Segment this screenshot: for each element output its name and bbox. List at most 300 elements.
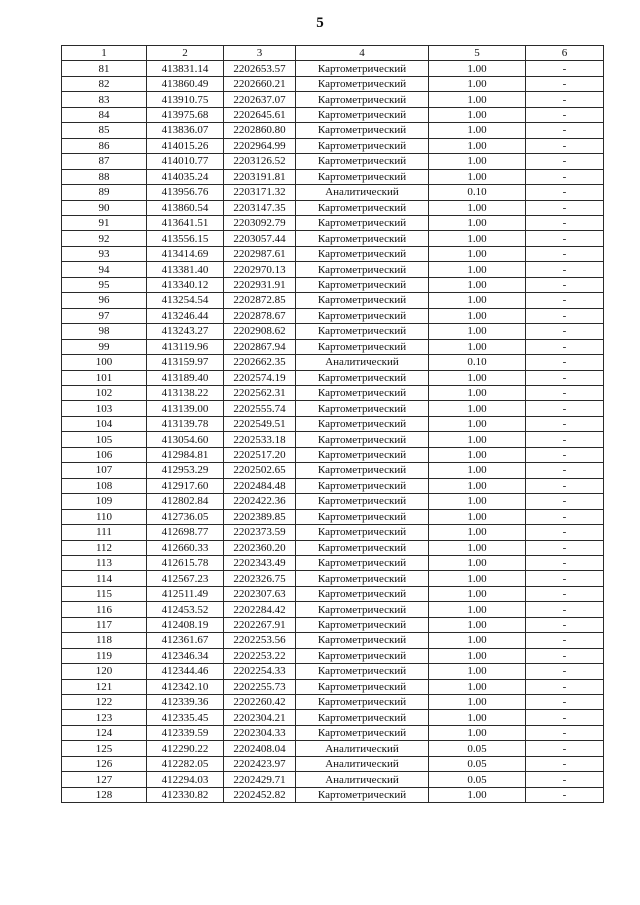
table-row (62, 787, 604, 802)
method-cell: Картометрический (296, 416, 429, 431)
x-coordinate-cell: 412282.05 (147, 756, 224, 771)
point-number-cell: 107 (62, 463, 147, 478)
table-row (62, 355, 604, 370)
x-coordinate-cell: 413340.12 (147, 277, 224, 292)
table-row (62, 741, 604, 756)
point-number-cell: 115 (62, 586, 147, 601)
y-coordinate-cell: 2202260.42 (224, 695, 296, 710)
table-row (62, 246, 604, 261)
y-coordinate-cell: 2202304.21 (224, 710, 296, 725)
accuracy-cell: 0.10 (429, 185, 526, 200)
table-row (62, 324, 604, 339)
point-number-cell: 126 (62, 756, 147, 771)
y-coordinate-cell: 2202970.13 (224, 262, 296, 277)
accuracy-cell: 1.00 (429, 478, 526, 493)
method-cell: Картометрический (296, 92, 429, 107)
note-cell: - (526, 478, 604, 493)
method-cell: Картометрический (296, 463, 429, 478)
x-coordinate-cell: 413246.44 (147, 308, 224, 323)
accuracy-cell: 1.00 (429, 215, 526, 230)
method-cell: Картометрический (296, 169, 429, 184)
point-number-cell: 85 (62, 123, 147, 138)
method-cell: Картометрический (296, 138, 429, 153)
point-number-cell: 91 (62, 215, 147, 230)
y-coordinate-cell: 2203057.44 (224, 231, 296, 246)
point-number-cell: 101 (62, 370, 147, 385)
y-coordinate-cell: 2202484.48 (224, 478, 296, 493)
y-coordinate-cell: 2202517.20 (224, 447, 296, 462)
page-number: 5 (316, 15, 324, 31)
y-coordinate-cell: 2203092.79 (224, 215, 296, 230)
x-coordinate-cell: 412346.34 (147, 648, 224, 663)
y-coordinate-cell: 2202637.07 (224, 92, 296, 107)
note-cell: - (526, 648, 604, 663)
note-cell: - (526, 277, 604, 292)
x-coordinate-cell: 412361.67 (147, 633, 224, 648)
note-cell: - (526, 602, 604, 617)
y-coordinate-cell: 2202423.97 (224, 756, 296, 771)
note-cell: - (526, 401, 604, 416)
method-cell: Картометрический (296, 525, 429, 540)
y-coordinate-cell: 2202254.33 (224, 664, 296, 679)
point-number-cell: 127 (62, 772, 147, 787)
point-number-cell: 121 (62, 679, 147, 694)
note-cell: - (526, 494, 604, 509)
accuracy-cell: 1.00 (429, 123, 526, 138)
table-row (62, 478, 604, 493)
accuracy-cell: 1.00 (429, 509, 526, 524)
method-cell: Картометрический (296, 215, 429, 230)
point-number-cell: 128 (62, 787, 147, 802)
note-cell: - (526, 200, 604, 215)
y-coordinate-cell: 2202867.94 (224, 339, 296, 354)
column-header-3: 3 (224, 46, 296, 61)
note-cell: - (526, 463, 604, 478)
accuracy-cell: 1.00 (429, 262, 526, 277)
column-header-1: 1 (62, 46, 147, 61)
y-coordinate-cell: 2202307.63 (224, 586, 296, 601)
note-cell: - (526, 416, 604, 431)
point-number-cell: 95 (62, 277, 147, 292)
method-cell: Аналитический (296, 772, 429, 787)
method-cell: Картометрический (296, 107, 429, 122)
table-row (62, 385, 604, 400)
x-coordinate-cell: 414010.77 (147, 154, 224, 169)
method-cell: Аналитический (296, 185, 429, 200)
method-cell: Картометрический (296, 787, 429, 802)
table-row (62, 262, 604, 277)
x-coordinate-cell: 412615.78 (147, 555, 224, 570)
method-cell: Картометрический (296, 494, 429, 509)
y-coordinate-cell: 2202253.56 (224, 633, 296, 648)
note-cell: - (526, 679, 604, 694)
point-number-cell: 125 (62, 741, 147, 756)
note-cell: - (526, 787, 604, 802)
note-cell: - (526, 154, 604, 169)
y-coordinate-cell: 2202389.85 (224, 509, 296, 524)
accuracy-cell: 1.00 (429, 633, 526, 648)
accuracy-cell: 1.00 (429, 679, 526, 694)
column-header-4: 4 (296, 46, 429, 61)
x-coordinate-cell: 413054.60 (147, 432, 224, 447)
accuracy-cell: 1.00 (429, 710, 526, 725)
accuracy-cell: 0.10 (429, 355, 526, 370)
note-cell: - (526, 370, 604, 385)
x-coordinate-cell: 412984.81 (147, 447, 224, 462)
note-cell: - (526, 262, 604, 277)
point-number-cell: 111 (62, 525, 147, 540)
accuracy-cell: 1.00 (429, 370, 526, 385)
table-row (62, 494, 604, 509)
table-row (62, 215, 604, 230)
note-cell: - (526, 107, 604, 122)
y-coordinate-cell: 2202343.49 (224, 555, 296, 570)
note-cell: - (526, 246, 604, 261)
x-coordinate-cell: 412330.82 (147, 787, 224, 802)
x-coordinate-cell: 413189.40 (147, 370, 224, 385)
x-coordinate-cell: 413138.22 (147, 385, 224, 400)
point-number-cell: 82 (62, 76, 147, 91)
accuracy-cell: 1.00 (429, 617, 526, 632)
accuracy-cell: 1.00 (429, 602, 526, 617)
x-coordinate-cell: 413831.14 (147, 61, 224, 76)
point-number-cell: 81 (62, 61, 147, 76)
note-cell: - (526, 756, 604, 771)
point-number-cell: 123 (62, 710, 147, 725)
method-cell: Картометрический (296, 617, 429, 632)
table-row (62, 555, 604, 570)
x-coordinate-cell: 412736.05 (147, 509, 224, 524)
y-coordinate-cell: 2202872.85 (224, 293, 296, 308)
accuracy-cell: 1.00 (429, 787, 526, 802)
x-coordinate-cell: 414015.26 (147, 138, 224, 153)
y-coordinate-cell: 2202533.18 (224, 432, 296, 447)
x-coordinate-cell: 413910.75 (147, 92, 224, 107)
x-coordinate-cell: 412335.45 (147, 710, 224, 725)
method-cell: Картометрический (296, 725, 429, 740)
point-number-cell: 106 (62, 447, 147, 462)
accuracy-cell: 1.00 (429, 154, 526, 169)
accuracy-cell: 1.00 (429, 138, 526, 153)
table-row (62, 123, 604, 138)
accuracy-cell: 1.00 (429, 416, 526, 431)
method-cell: Картометрический (296, 695, 429, 710)
note-cell: - (526, 509, 604, 524)
note-cell: - (526, 741, 604, 756)
method-cell: Картометрический (296, 633, 429, 648)
y-coordinate-cell: 2203191.81 (224, 169, 296, 184)
point-number-cell: 122 (62, 695, 147, 710)
note-cell: - (526, 185, 604, 200)
point-number-cell: 113 (62, 555, 147, 570)
x-coordinate-cell: 413159.97 (147, 355, 224, 370)
point-number-cell: 119 (62, 648, 147, 663)
x-coordinate-cell: 413119.96 (147, 339, 224, 354)
y-coordinate-cell: 2202452.82 (224, 787, 296, 802)
accuracy-cell: 0.05 (429, 756, 526, 771)
accuracy-cell: 1.00 (429, 61, 526, 76)
note-cell: - (526, 664, 604, 679)
y-coordinate-cell: 2202373.59 (224, 525, 296, 540)
method-cell: Картометрический (296, 200, 429, 215)
table-row (62, 277, 604, 292)
table-body (62, 61, 604, 803)
note-cell: - (526, 540, 604, 555)
accuracy-cell: 1.00 (429, 432, 526, 447)
note-cell: - (526, 571, 604, 586)
x-coordinate-cell: 412917.60 (147, 478, 224, 493)
note-cell: - (526, 617, 604, 632)
y-coordinate-cell: 2202562.31 (224, 385, 296, 400)
method-cell: Картометрический (296, 664, 429, 679)
accuracy-cell: 1.00 (429, 246, 526, 261)
point-number-cell: 94 (62, 262, 147, 277)
note-cell: - (526, 339, 604, 354)
point-number-cell: 83 (62, 92, 147, 107)
y-coordinate-cell: 2202360.20 (224, 540, 296, 555)
x-coordinate-cell: 413381.40 (147, 262, 224, 277)
point-number-cell: 84 (62, 107, 147, 122)
point-number-cell: 104 (62, 416, 147, 431)
y-coordinate-cell: 2202284.42 (224, 602, 296, 617)
accuracy-cell: 1.00 (429, 76, 526, 91)
point-number-cell: 105 (62, 432, 147, 447)
method-cell: Картометрический (296, 370, 429, 385)
note-cell: - (526, 293, 604, 308)
accuracy-cell: 1.00 (429, 725, 526, 740)
table-row (62, 370, 604, 385)
x-coordinate-cell: 412339.36 (147, 695, 224, 710)
y-coordinate-cell: 2202964.99 (224, 138, 296, 153)
x-coordinate-cell: 413836.07 (147, 123, 224, 138)
point-number-cell: 102 (62, 385, 147, 400)
method-cell: Картометрический (296, 586, 429, 601)
x-coordinate-cell: 413860.49 (147, 76, 224, 91)
accuracy-cell: 1.00 (429, 324, 526, 339)
accuracy-cell: 1.00 (429, 200, 526, 215)
accuracy-cell: 1.00 (429, 648, 526, 663)
table-row (62, 185, 604, 200)
point-number-cell: 89 (62, 185, 147, 200)
y-coordinate-cell: 2202422.36 (224, 494, 296, 509)
table-row (62, 756, 604, 771)
x-coordinate-cell: 412294.03 (147, 772, 224, 787)
point-number-cell: 100 (62, 355, 147, 370)
table-row (62, 169, 604, 184)
method-cell: Картометрический (296, 540, 429, 555)
x-coordinate-cell: 413975.68 (147, 107, 224, 122)
method-cell: Картометрический (296, 602, 429, 617)
table-row (62, 571, 604, 586)
x-coordinate-cell: 413414.69 (147, 246, 224, 261)
method-cell: Картометрический (296, 339, 429, 354)
point-number-cell: 99 (62, 339, 147, 354)
y-coordinate-cell: 2202555.74 (224, 401, 296, 416)
y-coordinate-cell: 2202253.22 (224, 648, 296, 663)
y-coordinate-cell: 2202987.61 (224, 246, 296, 261)
point-number-cell: 124 (62, 725, 147, 740)
y-coordinate-cell: 2203147.35 (224, 200, 296, 215)
y-coordinate-cell: 2203171.32 (224, 185, 296, 200)
note-cell: - (526, 725, 604, 740)
method-cell: Картометрический (296, 246, 429, 261)
x-coordinate-cell: 413243.27 (147, 324, 224, 339)
x-coordinate-cell: 412342.10 (147, 679, 224, 694)
method-cell: Картометрический (296, 277, 429, 292)
note-cell: - (526, 138, 604, 153)
table-row (62, 432, 604, 447)
accuracy-cell: 1.00 (429, 555, 526, 570)
accuracy-cell: 1.00 (429, 540, 526, 555)
method-cell: Картометрический (296, 648, 429, 663)
note-cell: - (526, 525, 604, 540)
table-row (62, 138, 604, 153)
note-cell: - (526, 61, 604, 76)
note-cell: - (526, 586, 604, 601)
method-cell: Картометрический (296, 447, 429, 462)
x-coordinate-cell: 412660.33 (147, 540, 224, 555)
point-number-cell: 96 (62, 293, 147, 308)
x-coordinate-cell: 413556.15 (147, 231, 224, 246)
method-cell: Картометрический (296, 262, 429, 277)
point-number-cell: 97 (62, 308, 147, 323)
y-coordinate-cell: 2202502.65 (224, 463, 296, 478)
note-cell: - (526, 710, 604, 725)
method-cell: Аналитический (296, 355, 429, 370)
y-coordinate-cell: 2202878.67 (224, 308, 296, 323)
note-cell: - (526, 169, 604, 184)
x-coordinate-cell: 412339.59 (147, 725, 224, 740)
accuracy-cell: 1.00 (429, 525, 526, 540)
method-cell: Картометрический (296, 478, 429, 493)
point-number-cell: 87 (62, 154, 147, 169)
x-coordinate-cell: 412408.19 (147, 617, 224, 632)
point-number-cell: 90 (62, 200, 147, 215)
point-number-cell: 108 (62, 478, 147, 493)
table-row (62, 231, 604, 246)
x-coordinate-cell: 412698.77 (147, 525, 224, 540)
table-row (62, 509, 604, 524)
point-number-cell: 86 (62, 138, 147, 153)
y-coordinate-cell: 2202255.73 (224, 679, 296, 694)
table-row (62, 107, 604, 122)
point-number-cell: 112 (62, 540, 147, 555)
y-coordinate-cell: 2202860.80 (224, 123, 296, 138)
accuracy-cell: 1.00 (429, 494, 526, 509)
method-cell: Картометрический (296, 571, 429, 586)
accuracy-cell: 1.00 (429, 695, 526, 710)
accuracy-cell: 1.00 (429, 339, 526, 354)
method-cell: Картометрический (296, 76, 429, 91)
table-row (62, 525, 604, 540)
y-coordinate-cell: 2202662.35 (224, 355, 296, 370)
y-coordinate-cell: 2202326.75 (224, 571, 296, 586)
table-row (62, 308, 604, 323)
accuracy-cell: 1.00 (429, 385, 526, 400)
table-row (62, 617, 604, 632)
y-coordinate-cell: 2202660.21 (224, 76, 296, 91)
y-coordinate-cell: 2202574.19 (224, 370, 296, 385)
accuracy-cell: 1.00 (429, 293, 526, 308)
accuracy-cell: 1.00 (429, 447, 526, 462)
y-coordinate-cell: 2202304.33 (224, 725, 296, 740)
method-cell: Картометрический (296, 231, 429, 246)
method-cell: Картометрический (296, 432, 429, 447)
note-cell: - (526, 231, 604, 246)
point-number-cell: 103 (62, 401, 147, 416)
accuracy-cell: 1.00 (429, 277, 526, 292)
x-coordinate-cell: 412802.84 (147, 494, 224, 509)
accuracy-cell: 1.00 (429, 463, 526, 478)
y-coordinate-cell: 2202429.71 (224, 772, 296, 787)
y-coordinate-cell: 2203126.52 (224, 154, 296, 169)
method-cell: Картометрический (296, 61, 429, 76)
x-coordinate-cell: 413956.76 (147, 185, 224, 200)
table-row (62, 633, 604, 648)
y-coordinate-cell: 2202549.51 (224, 416, 296, 431)
method-cell: Картометрический (296, 154, 429, 169)
y-coordinate-cell: 2202408.04 (224, 741, 296, 756)
point-number-cell: 116 (62, 602, 147, 617)
table-row (62, 61, 604, 76)
method-cell: Картометрический (296, 293, 429, 308)
point-number-cell: 92 (62, 231, 147, 246)
table-row (62, 416, 604, 431)
method-cell: Картометрический (296, 710, 429, 725)
table-row (62, 200, 604, 215)
method-cell: Картометрический (296, 555, 429, 570)
y-coordinate-cell: 2202267.91 (224, 617, 296, 632)
note-cell: - (526, 447, 604, 462)
accuracy-cell: 1.00 (429, 169, 526, 184)
note-cell: - (526, 772, 604, 787)
note-cell: - (526, 555, 604, 570)
accuracy-cell: 1.00 (429, 92, 526, 107)
accuracy-cell: 1.00 (429, 231, 526, 246)
table-row (62, 401, 604, 416)
note-cell: - (526, 308, 604, 323)
table-row (62, 293, 604, 308)
note-cell: - (526, 695, 604, 710)
y-coordinate-cell: 2202908.62 (224, 324, 296, 339)
method-cell: Картометрический (296, 509, 429, 524)
point-number-cell: 98 (62, 324, 147, 339)
x-coordinate-cell: 413254.54 (147, 293, 224, 308)
table-row (62, 447, 604, 462)
table-row (62, 679, 604, 694)
table-row (62, 695, 604, 710)
x-coordinate-cell: 412344.46 (147, 664, 224, 679)
table-row (62, 463, 604, 478)
table-row (62, 154, 604, 169)
x-coordinate-cell: 413641.51 (147, 215, 224, 230)
accuracy-cell: 0.05 (429, 741, 526, 756)
point-number-cell: 93 (62, 246, 147, 261)
column-header-5: 5 (429, 46, 526, 61)
y-coordinate-cell: 2202645.61 (224, 107, 296, 122)
method-cell: Картометрический (296, 123, 429, 138)
table-row (62, 76, 604, 91)
note-cell: - (526, 324, 604, 339)
method-cell: Картометрический (296, 324, 429, 339)
table-row (62, 664, 604, 679)
x-coordinate-cell: 412511.49 (147, 586, 224, 601)
table-row (62, 772, 604, 787)
method-cell: Аналитический (296, 756, 429, 771)
x-coordinate-cell: 412453.52 (147, 602, 224, 617)
table-row (62, 586, 604, 601)
table-row (62, 710, 604, 725)
